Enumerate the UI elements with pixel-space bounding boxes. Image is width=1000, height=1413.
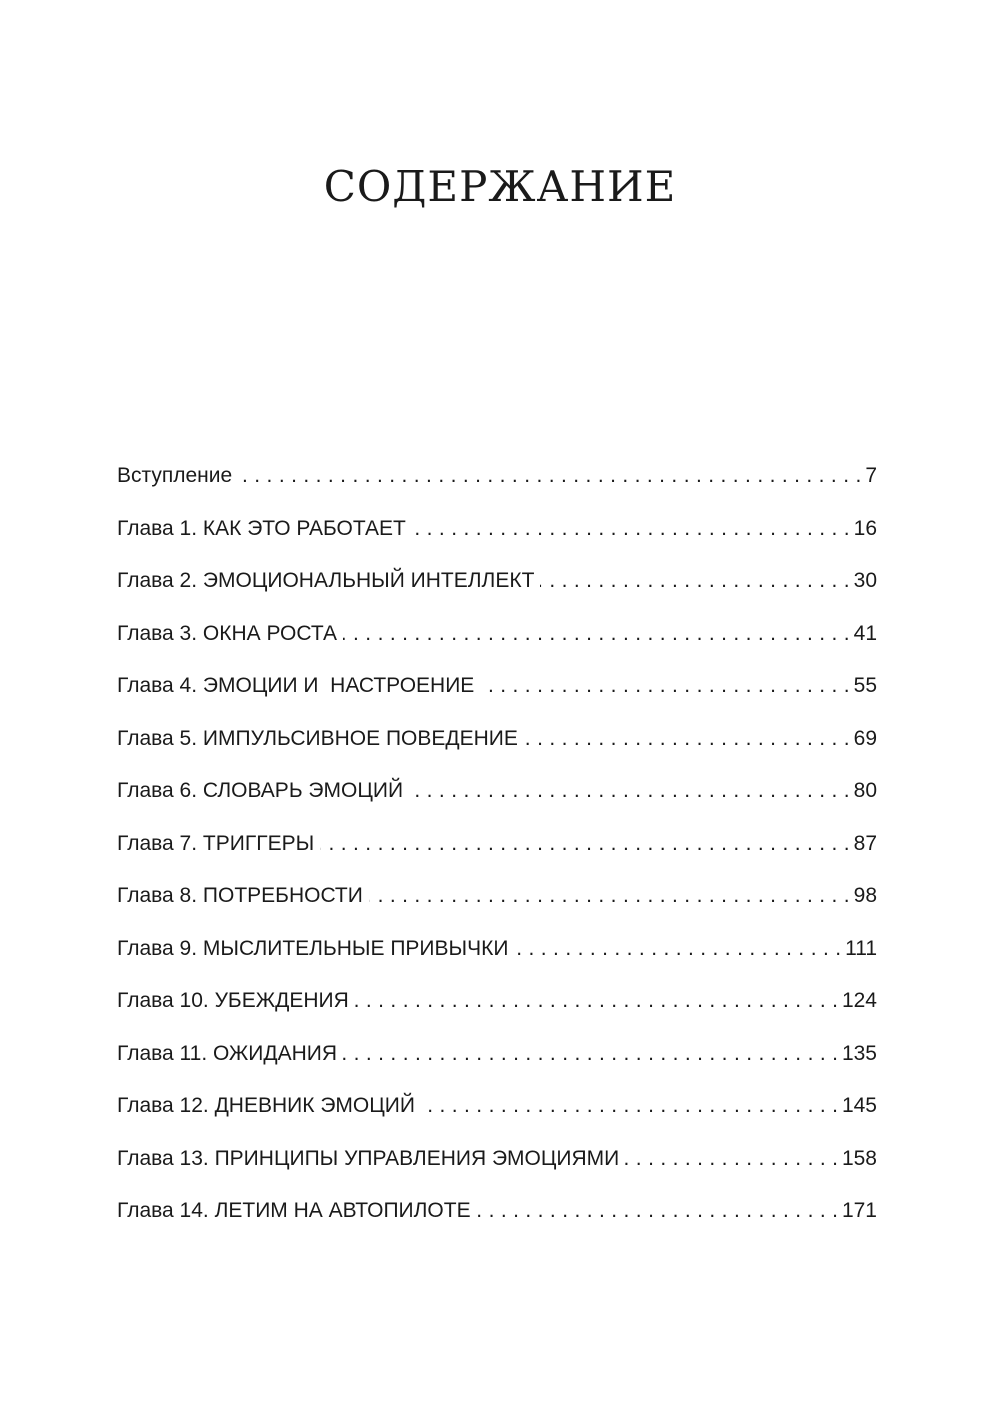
toc-entry[interactable] xyxy=(117,1199,877,1252)
toc-entry[interactable] xyxy=(117,674,877,727)
toc-entry-page-number: 135 xyxy=(841,1041,877,1065)
dot-leader xyxy=(412,517,850,541)
toc-entry-label: Глава 10. УБЕЖДЕНИЯ xyxy=(117,989,349,1012)
toc-entry[interactable] xyxy=(117,884,877,937)
toc-entry-page-number: 124 xyxy=(841,989,877,1012)
dot-leader xyxy=(355,989,838,1013)
toc-entry-page-number: 80 xyxy=(853,779,877,802)
toc-entry[interactable] xyxy=(117,1094,877,1147)
toc-entry-label: Глава 12. ДНЕВНИК ЭМОЦИЙ xyxy=(117,1094,415,1117)
dot-leader xyxy=(343,622,850,646)
toc-entry[interactable] xyxy=(117,1147,877,1200)
toc-entry-label: Глава 14. ЛЕТИМ НА АВТОПИЛОТЕ xyxy=(117,1199,471,1222)
toc-entry-page-number: 111 xyxy=(845,936,877,960)
toc-entry-label: Глава 3. ОКНА РОСТА xyxy=(117,621,337,645)
toc-entry[interactable] xyxy=(117,832,877,885)
toc-entry-label: Глава 1. КАК ЭТО РАБОТАЕТ xyxy=(117,516,406,540)
toc-entry-label: Глава 11. ОЖИДАНИЯ xyxy=(117,1041,338,1065)
toc-entry-page-number: 158 xyxy=(841,1146,877,1170)
toc-entry[interactable] xyxy=(117,937,877,990)
dot-leader xyxy=(477,1199,838,1223)
dot-leader xyxy=(369,884,850,908)
toc-entry[interactable] xyxy=(117,569,877,622)
toc-entry[interactable] xyxy=(117,989,877,1042)
dot-leader xyxy=(409,779,850,803)
toc-entry[interactable] xyxy=(117,779,877,832)
toc-entry-label: Глава 7. ТРИГГЕРЫ xyxy=(117,831,315,855)
toc-entry-label: Глава 9. МЫСЛИТЕЛЬНЫЕ ПРИВЫЧКИ xyxy=(117,936,509,960)
toc-entry[interactable] xyxy=(117,622,877,675)
page-title: СОДЕРЖАНИЕ xyxy=(323,162,677,211)
toc-entry-label: Глава 13. ПРИНЦИПЫ УПРАВЛЕНИЯ ЭМОЦИЯМИ xyxy=(117,1146,620,1170)
dot-leader xyxy=(421,1094,838,1118)
toc-entry-page-number: 41 xyxy=(853,621,877,645)
toc-entry[interactable] xyxy=(117,727,877,780)
toc-entry-label: Глава 2. ЭМОЦИОНАЛЬНЫЙ ИНТЕЛЛЕКТ xyxy=(117,569,535,592)
dot-leader xyxy=(514,937,841,961)
dot-leader xyxy=(625,1147,838,1171)
toc-entry-label: Глава 8. ПОТРЕБНОСТИ xyxy=(117,884,363,907)
dot-leader xyxy=(320,832,849,856)
toc-entry-page-number: 69 xyxy=(853,726,877,750)
toc-entry-page-number: 16 xyxy=(853,516,877,540)
toc-entry-page-number: 55 xyxy=(853,674,877,697)
dot-leader xyxy=(480,674,849,698)
dot-leader xyxy=(524,727,850,751)
dot-leader xyxy=(343,1042,838,1066)
toc-entry-page-number: 171 xyxy=(841,1199,877,1222)
toc-entry[interactable] xyxy=(117,1042,877,1095)
toc-entry[interactable] xyxy=(117,517,877,570)
toc-entry-page-number: 145 xyxy=(841,1094,877,1117)
toc-entry-label: Глава 4. ЭМОЦИИ И НАСТРОЕНИЕ xyxy=(117,674,475,697)
table-of-contents xyxy=(117,464,877,1252)
toc-entry-label: Вступление xyxy=(117,464,233,487)
dot-leader xyxy=(238,464,861,488)
dot-leader xyxy=(540,569,849,593)
toc-entry-page-number: 98 xyxy=(853,884,877,907)
toc-entry-page-number: 87 xyxy=(853,831,877,855)
toc-entry-label: Глава 6. СЛОВАРЬ ЭМОЦИЙ xyxy=(117,779,404,802)
toc-entry-page-number: 7 xyxy=(865,464,877,487)
toc-entry[interactable] xyxy=(117,464,877,517)
toc-entry-label: Глава 5. ИМПУЛЬСИВНОЕ ПОВЕДЕНИЕ xyxy=(117,726,518,750)
toc-entry-page-number: 30 xyxy=(853,569,877,592)
